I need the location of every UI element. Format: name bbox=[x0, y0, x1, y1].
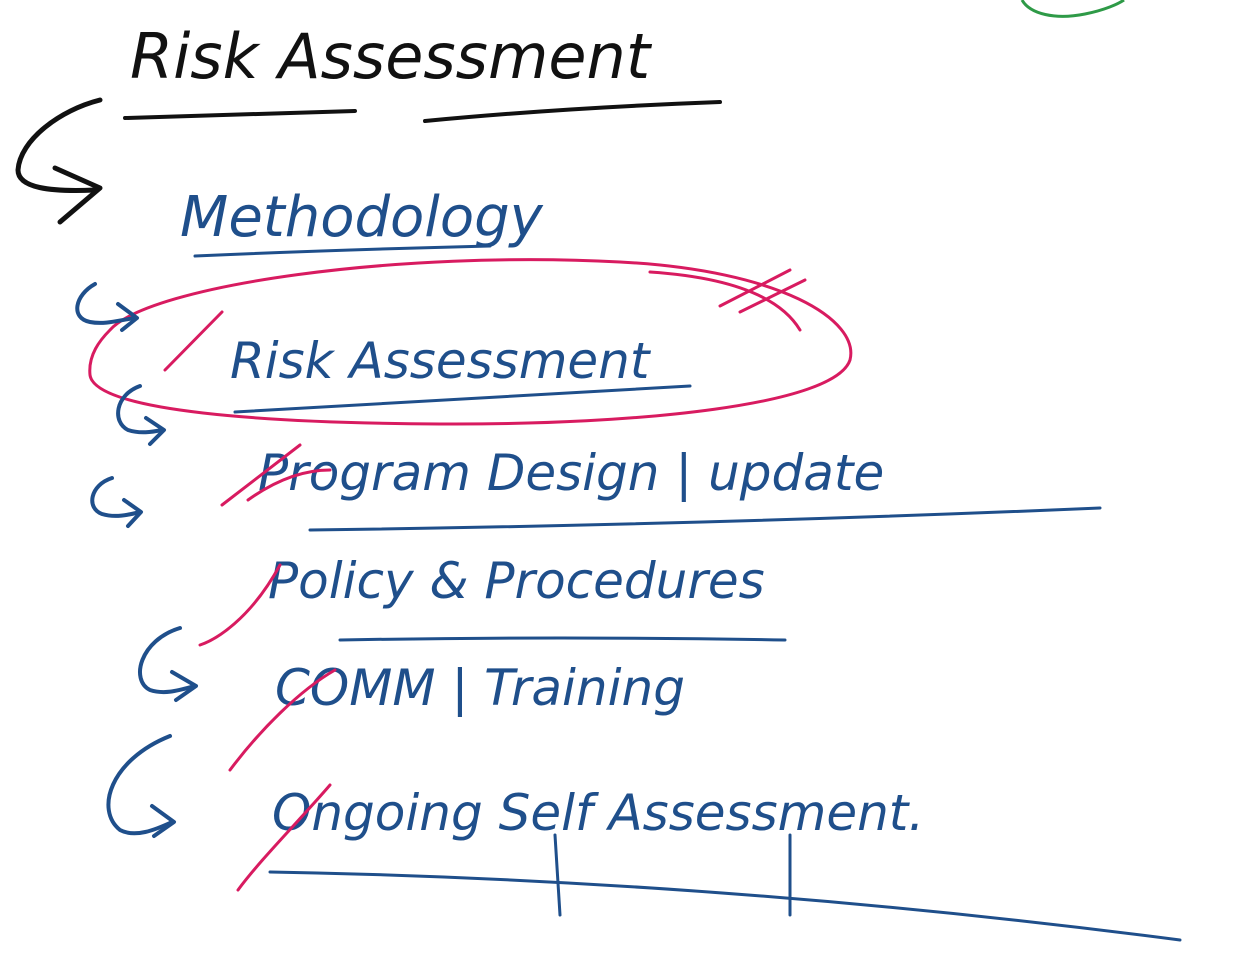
hook-arrow-icon bbox=[118, 386, 164, 444]
pink-double-tick bbox=[650, 270, 805, 330]
step-1-label: Risk Assessment bbox=[230, 332, 650, 390]
hook-arrow-icon bbox=[77, 284, 137, 330]
step-5-underline bbox=[270, 872, 1180, 940]
hook-arrow-icon bbox=[108, 736, 174, 836]
green-circle-fragment bbox=[1022, 0, 1124, 16]
pink-tick-1 bbox=[165, 312, 222, 370]
step-5-descenders bbox=[555, 835, 790, 915]
step-3-label: Policy & Procedures bbox=[268, 552, 765, 610]
page-title: Risk Assessment bbox=[130, 20, 651, 93]
step-4-label: COMM | Training bbox=[275, 659, 685, 717]
hook-arrow-icon bbox=[92, 478, 141, 526]
step-5-label: Ongoing Self Assessment. bbox=[272, 784, 925, 842]
title-underline bbox=[125, 102, 720, 121]
hook-arrow-icon bbox=[140, 628, 196, 700]
subtitle: Methodology bbox=[180, 185, 543, 250]
step-3-underline bbox=[340, 638, 785, 640]
hook-arrow-large-icon bbox=[18, 100, 100, 222]
step-2-underline bbox=[310, 508, 1100, 530]
step-2-label: Program Design | update bbox=[258, 444, 885, 502]
